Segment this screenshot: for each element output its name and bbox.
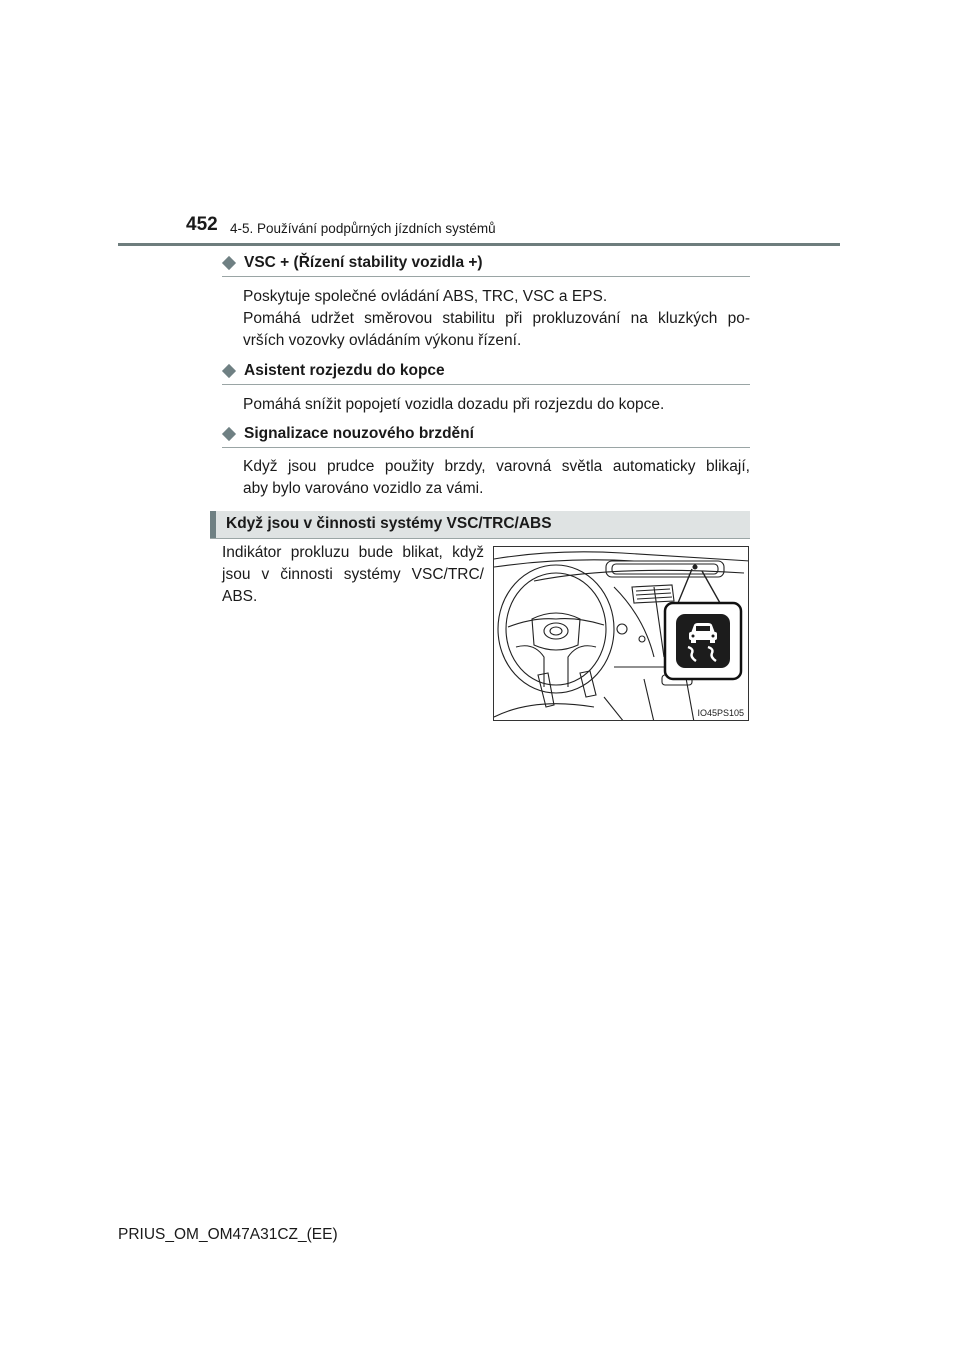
section-title-vsc — [222, 254, 483, 272]
page-number: 452 — [186, 214, 218, 235]
section-title-hill-start — [222, 362, 445, 380]
paragraph-line: Pomáhá udržet směrovou stabilitu při prokluzování na kluzkých po- — [243, 310, 750, 327]
paragraph-line: vrších vozovky ovládáním výkonu řízení. — [243, 332, 522, 349]
section-rule — [222, 276, 750, 277]
section-paragraph-vsc — [243, 286, 750, 352]
header-rule — [118, 243, 840, 246]
paragraph-line: ABS. — [222, 588, 258, 605]
section-title-text: Signalizace nouzového brzdění — [244, 425, 474, 442]
diamond-icon — [222, 256, 236, 270]
figure-code: IO45PS105 — [697, 708, 744, 718]
dashboard-figure — [493, 546, 749, 721]
paragraph-line: Poskytuje společné ovládání ABS, TRC, VSC a EPS. — [243, 288, 608, 305]
slip-indicator-icon — [676, 614, 730, 668]
paragraph-line: Když jsou prudce použity brzdy, varovná světla automaticky blikají, — [243, 458, 750, 475]
paragraph-line: aby bylo varováno vozidlo za vámi. — [243, 480, 484, 497]
paragraph-line: Indikátor prokluzu bude blikat, když — [222, 544, 484, 561]
subsection-banner — [210, 511, 750, 539]
section-title-emergency-brake — [222, 425, 474, 443]
diamond-icon — [222, 364, 236, 378]
section-paragraph-hill-start — [243, 394, 750, 416]
banner-title: Když jsou v činnosti systémy VSC/TRC/ABS — [226, 515, 552, 532]
section-title-text: Asistent rozjezdu do kopce — [244, 362, 445, 379]
dashboard-illustration — [494, 547, 749, 721]
banner-accent-bar — [210, 511, 216, 538]
paragraph-line: jsou v činnosti systémy VSC/TRC/ — [222, 566, 484, 583]
footer-doc-id: PRIUS_OM_OM47A31CZ_(EE) — [118, 1226, 338, 1243]
section-rule — [222, 384, 750, 385]
paragraph-line: Pomáhá snížit popojetí vozidla dozadu při rozjezdu do kopce. — [243, 396, 665, 413]
section-paragraph-emergency-brake — [243, 456, 750, 500]
section-title-text: VSC + (Řízení stability vozidla +) — [244, 254, 483, 271]
indicator-paragraph — [222, 542, 484, 608]
section-rule — [222, 447, 750, 448]
diamond-icon — [222, 427, 236, 441]
chapter-title: 4-5. Používání podpůrných jízdních systémů — [230, 221, 496, 236]
